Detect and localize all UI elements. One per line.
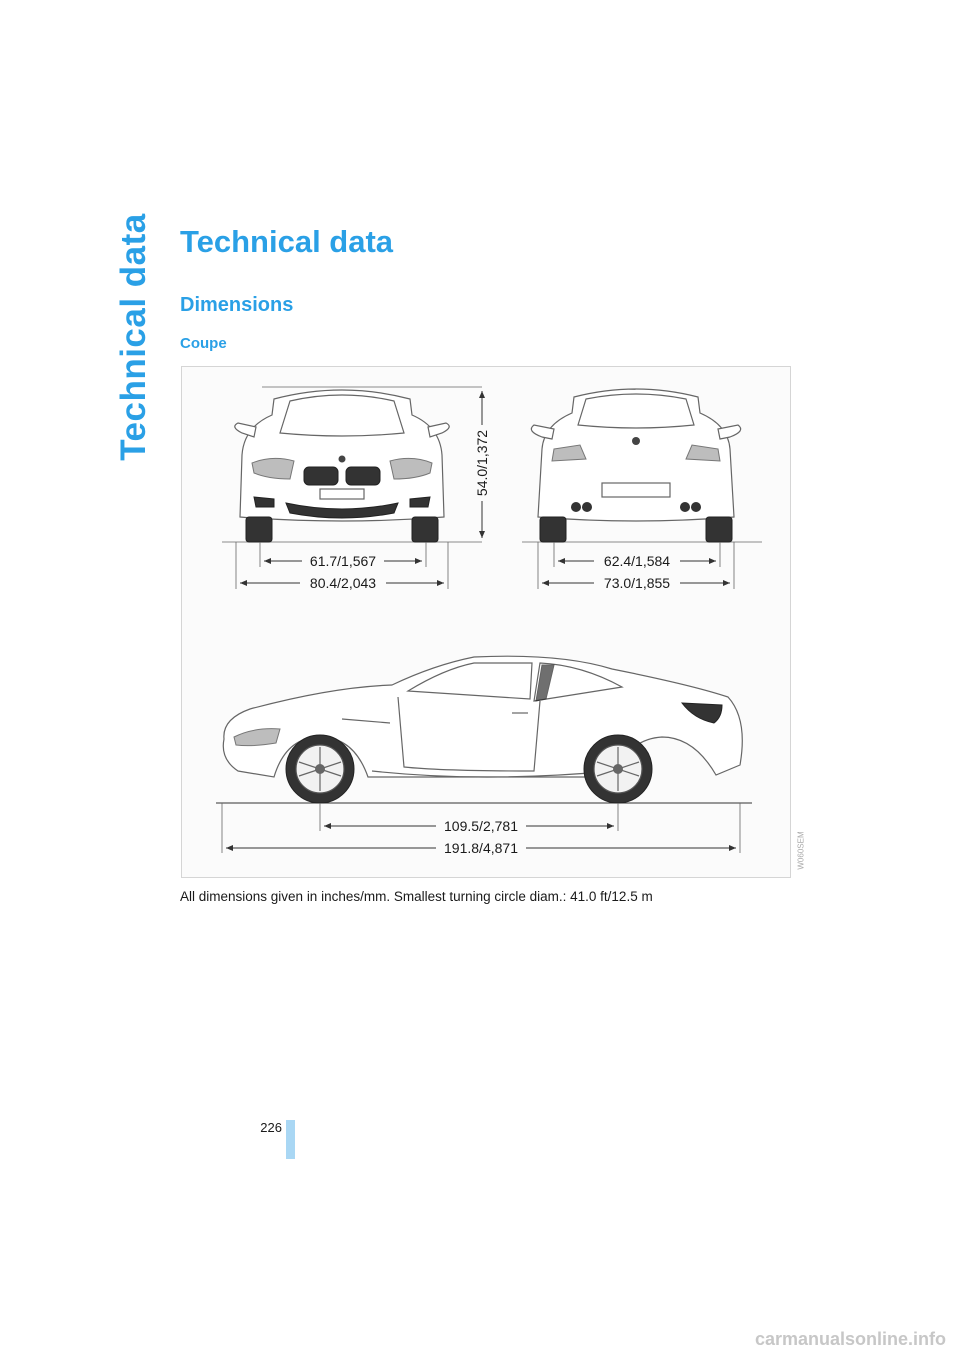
- side-tab-title: [112, 213, 156, 461]
- dimensions-figure: [181, 366, 791, 878]
- side-view-drawing: [216, 656, 752, 856]
- front-height-label: 54.0/1,372: [474, 429, 490, 497]
- rear-overall-width-label: 73.0/1,855: [603, 575, 671, 591]
- section-title: Dimensions: [180, 294, 294, 316]
- front-view-drawing: [222, 387, 490, 591]
- front-overall-width-label: 80.4/2,043: [309, 575, 377, 591]
- front-track-width-label: 61.7/1,567: [309, 553, 377, 569]
- figure-caption: All dimensions given in inches/mm. Smallest turning circle diam.: 41.0 ft/12.5 m: [180, 889, 653, 904]
- watermark-text: carmanualsonline.info: [754, 1329, 946, 1349]
- page-number: 226: [260, 1120, 282, 1135]
- side-wheelbase-label: 109.5/2,781: [444, 818, 518, 834]
- page-title: Technical data: [180, 224, 394, 259]
- rear-view-drawing: [522, 389, 762, 591]
- side-overall-length-label: 191.8/4,871: [444, 840, 518, 856]
- subsection-title: Coupe: [180, 335, 227, 352]
- side-tab-label: Technical data: [114, 213, 154, 461]
- page-accent-bar: [286, 1120, 295, 1159]
- figure-code-label: W060SEM: [796, 830, 806, 870]
- figure-code: [794, 820, 808, 880]
- rear-track-width-label: 62.4/1,584: [603, 553, 671, 569]
- dimensions-diagram: [182, 367, 790, 877]
